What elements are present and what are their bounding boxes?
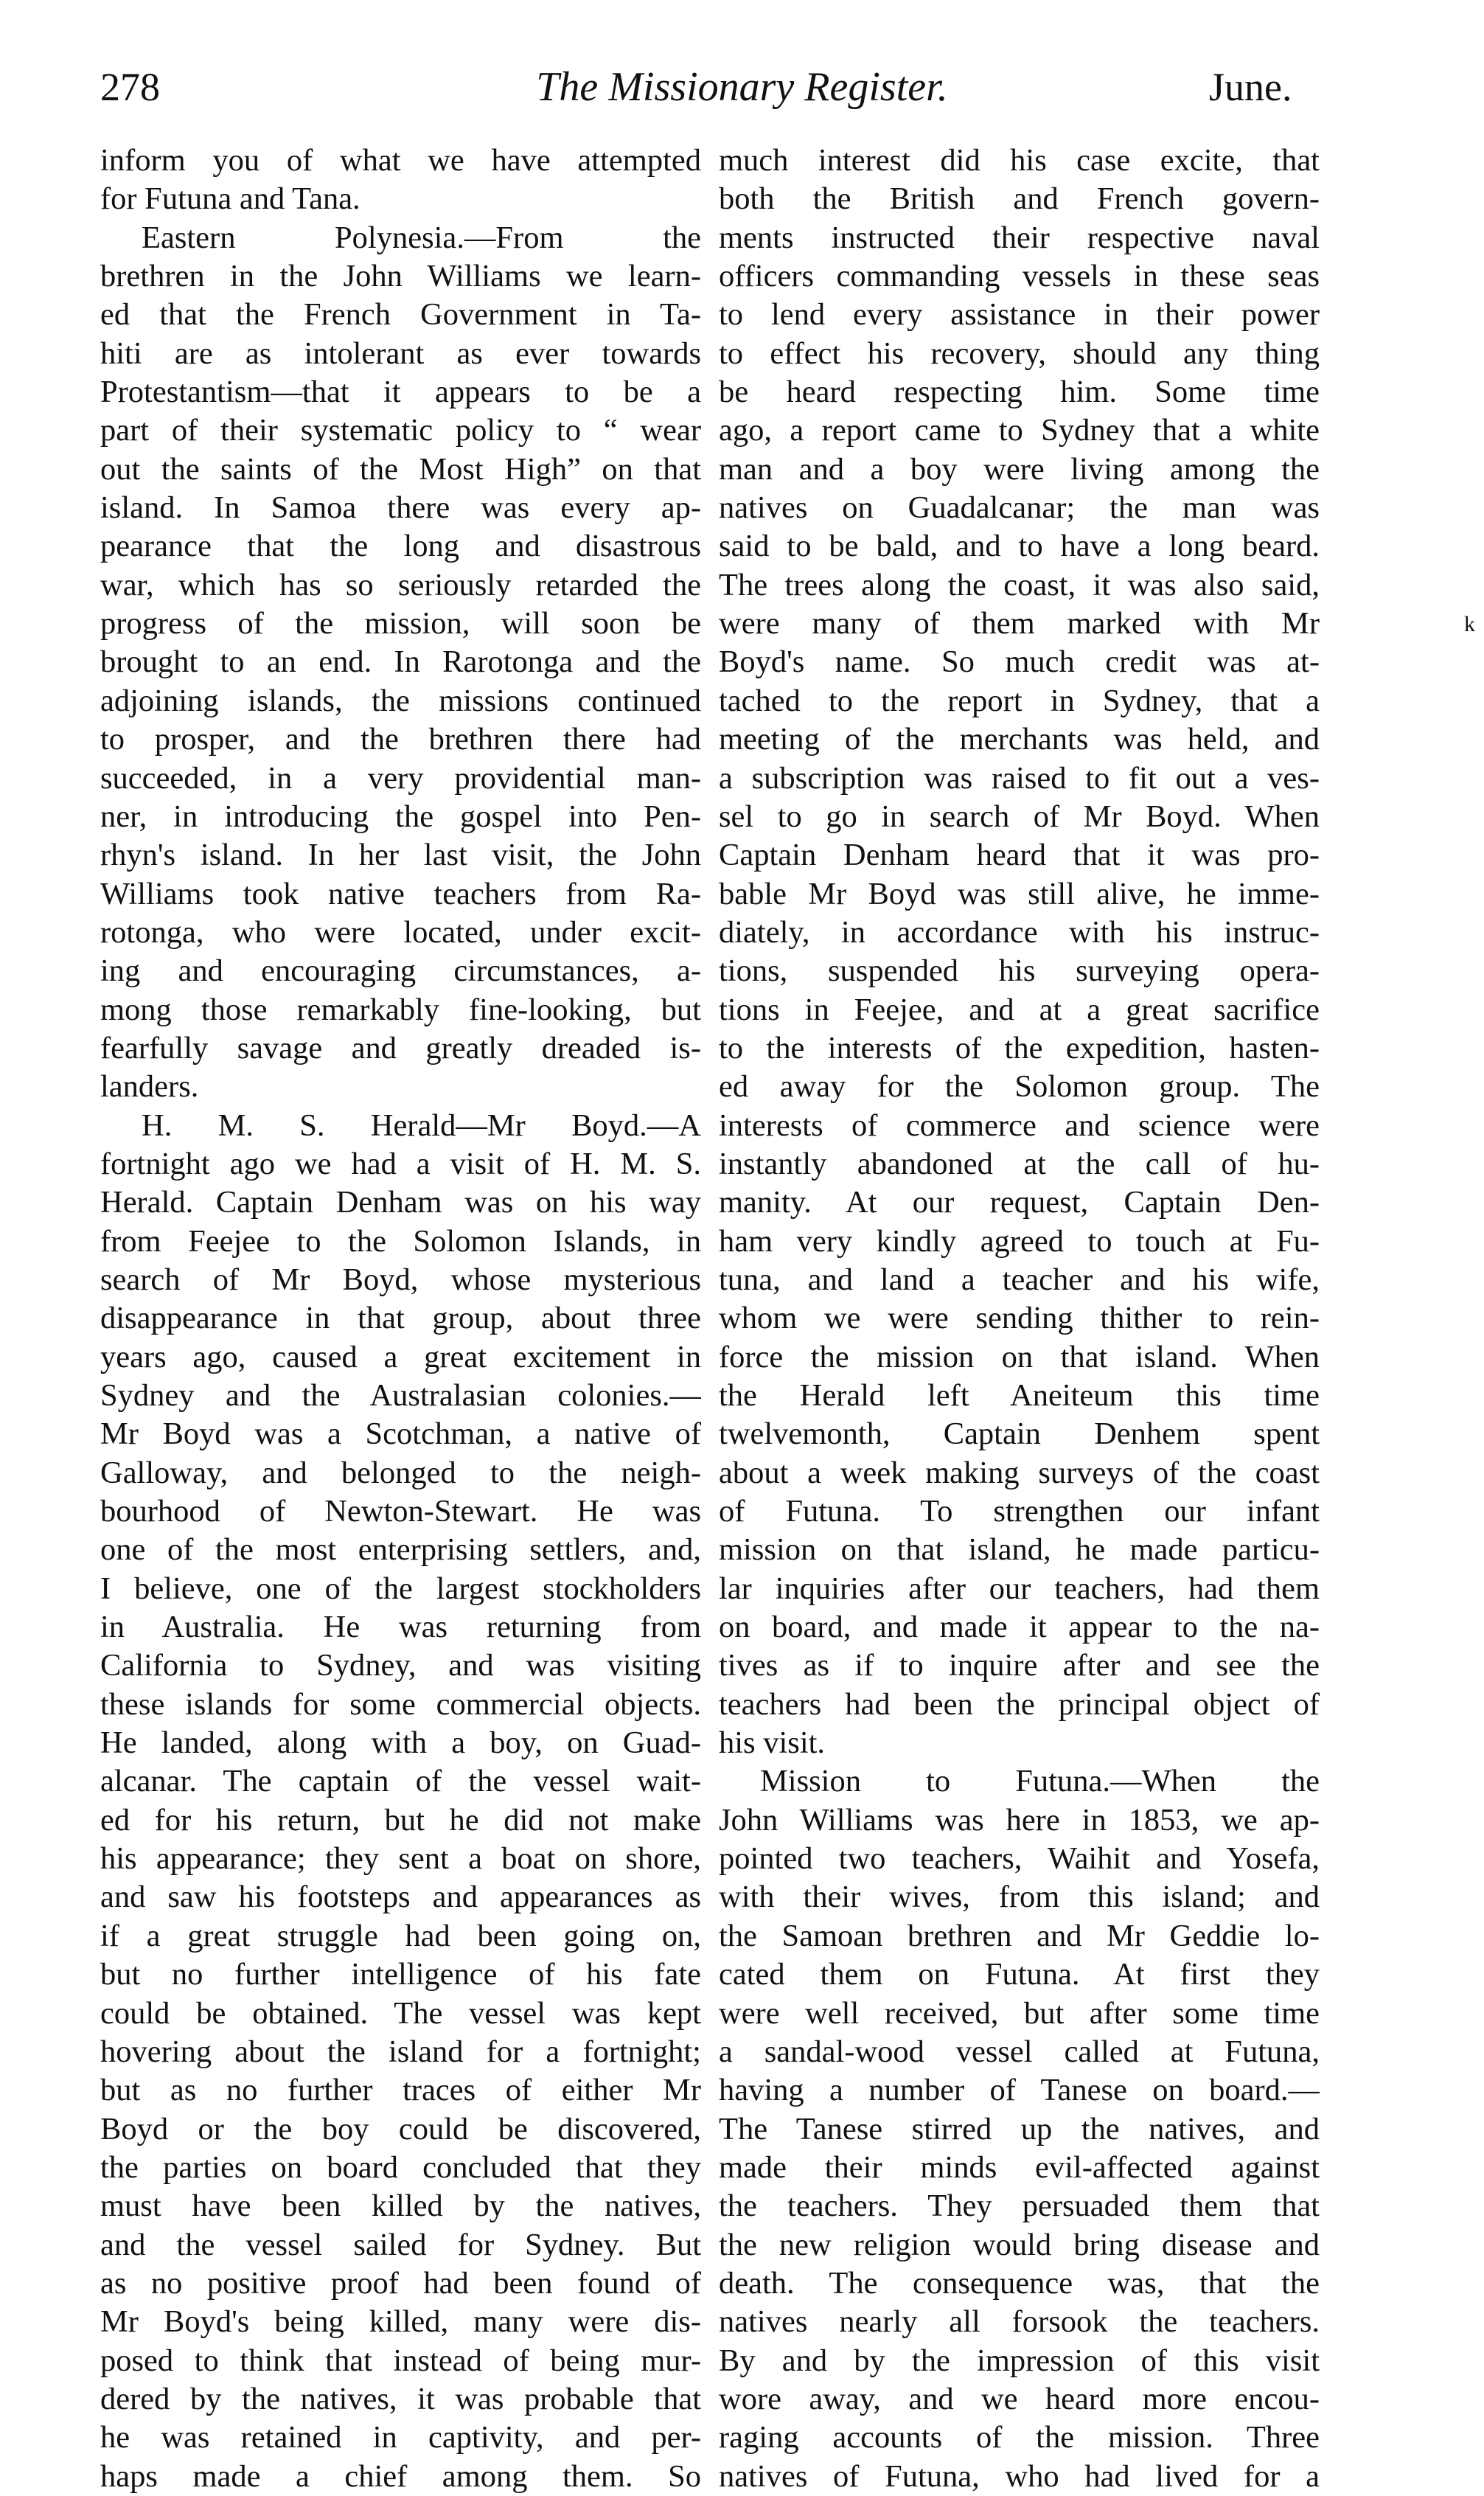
text-line: haps made a chief among them. So — [100, 2458, 701, 2494]
text-line: to the interests of the expedition, hasten- — [719, 1030, 1320, 1066]
text-line: Boyd or the boy could be discovered, — [100, 2111, 701, 2146]
text-line: interests of commerce and science were — [719, 1108, 1320, 1143]
text-line: natives nearly all forsook the teachers. — [719, 2304, 1320, 2340]
text-line: Williams took native teachers from Ra- — [100, 876, 701, 911]
text-line: twelvemonth, Captain Denhem spent — [719, 1416, 1320, 1452]
text-line: brethren in the John Williams we learn- — [100, 259, 701, 294]
text-line: both the British and French govern- — [719, 181, 1320, 217]
text-line: bable Mr Boyd was still alive, he imme- — [719, 876, 1320, 911]
text-line: out the saints of the Most High” on that — [100, 451, 701, 487]
text-line: ago, a report came to Sydney that a white — [719, 413, 1320, 448]
text-line: wore away, and we heard more encou- — [719, 2381, 1320, 2416]
text-line: his appearance; they sent a boat on shore, — [100, 1841, 701, 1877]
text-line: having a number of Tanese on board.— — [719, 2073, 1320, 2108]
text-line: lar inquiries after our teachers, had them — [719, 1571, 1320, 1606]
text-line: be heard respecting him. Some time — [719, 375, 1320, 410]
text-line: in Australia. He was returning from — [100, 1610, 701, 1645]
text-line: tions, suspended his surveying opera- — [719, 953, 1320, 989]
text-line: the parties on board concluded that they — [100, 2149, 701, 2185]
text-line: made their minds evil-affected against — [719, 2149, 1320, 2185]
text-line: disappearance in that group, about three — [100, 1301, 701, 1336]
text-line: hovering about the island for a fortnight; — [100, 2034, 701, 2069]
text-line: island. In Samoa there was every ap- — [100, 490, 701, 526]
text-line: raging accounts of the mission. Three — [719, 2420, 1320, 2455]
text-line: with their wives, from this island; and — [719, 1880, 1320, 1915]
text-line: and the vessel sailed for Sydney. But — [100, 2227, 701, 2262]
text-line: Boyd's name. So much credit was at- — [719, 644, 1320, 680]
text-line: instantly abandoned at the call of hu- — [719, 1146, 1320, 1181]
text-line: California to Sydney, and was visiting — [100, 1648, 701, 1683]
text-line: Eastern Polynesia.—From the — [142, 220, 701, 255]
text-line: to lend every assistance in their power — [719, 297, 1320, 333]
text-line: pointed two teachers, Waihit and Yosefa, — [719, 1841, 1320, 1877]
text-line: a sandal-wood vessel called at Futuna, — [719, 2034, 1320, 2069]
text-line: John Williams was here in 1853, we ap- — [719, 1802, 1320, 1838]
text-line: Captain Denham heard that it was pro- — [719, 838, 1320, 873]
text-line: rotonga, who were located, under excit- — [100, 914, 701, 950]
text-line: but as no further traces of either Mr — [100, 2073, 701, 2108]
running-header — [0, 0, 1484, 133]
text-line: and saw his footsteps and appearances as — [100, 1880, 701, 1915]
text-line: adjoining islands, the missions continued — [100, 683, 701, 718]
text-line: I believe, one of the largest stockholders — [100, 1571, 701, 1606]
text-line: The trees along the coast, it was also said, — [719, 567, 1320, 602]
text-line: the teachers. They persuaded them that — [719, 2189, 1320, 2224]
text-line: brought to an end. In Rarotonga and the — [100, 644, 701, 680]
text-line: about a week making surveys of the coast — [719, 1455, 1320, 1490]
text-line: tives as if to inquire after and see the — [719, 1648, 1320, 1683]
text-line: natives of Futuna, who had lived for a — [719, 2458, 1320, 2494]
text-line: much interest did his case excite, that — [719, 143, 1320, 178]
text-line: of Futuna. To strengthen our infant — [719, 1494, 1320, 1529]
text-line: meeting of the merchants was held, and — [719, 722, 1320, 757]
text-line: Galloway, and belonged to the neigh- — [100, 1455, 701, 1490]
text-line: for Futuna and Tana. — [100, 181, 360, 217]
text-line: on board, and made it appear to the na- — [719, 1610, 1320, 1645]
text-line: tuna, and land a teacher and his wife, — [719, 1262, 1320, 1297]
text-line: ner, in introducing the gospel into Pen- — [100, 799, 701, 834]
text-line: dered by the natives, it was probable that — [100, 2381, 701, 2416]
text-line: ing and encouraging circumstances, a- — [100, 953, 701, 989]
text-line: from Feejee to the Solomon Islands, in — [100, 1223, 701, 1259]
page-number: 278 — [100, 65, 160, 109]
text-line: Sydney and the Australasian colonies.— — [100, 1378, 701, 1413]
text-line: could be obtained. The vessel was kept — [100, 1995, 701, 2031]
text-line: Mr Boyd was a Scotchman, a native of — [100, 1416, 701, 1452]
right-column — [719, 142, 1320, 2496]
text-line: if a great struggle had been going on, — [100, 1918, 701, 1953]
text-line: natives on Guadalcanar; the man was — [719, 490, 1320, 526]
text-line: H. M. S. Herald—Mr Boyd.—A — [142, 1108, 701, 1143]
text-line: posed to think that instead of being mur- — [100, 2343, 701, 2378]
text-line: inform you of what we have attempted — [100, 143, 701, 178]
margin-mark: k — [1464, 612, 1475, 636]
text-line: The Tanese stirred up the natives, and — [719, 2111, 1320, 2146]
text-line: he was retained in captivity, and per- — [100, 2420, 701, 2455]
text-line: succeeded, in a very providential man- — [100, 760, 701, 796]
text-line: hiti are as intolerant as ever towards — [100, 336, 701, 371]
text-line: Herald. Captain Denham was on his way — [100, 1185, 701, 1220]
text-line: man and a boy were living among the — [719, 451, 1320, 487]
text-line: the Samoan brethren and Mr Geddie lo- — [719, 1918, 1320, 1953]
text-line: He landed, along with a boy, on Guad- — [100, 1725, 701, 1761]
text-line: said to be bald, and to have a long beard. — [719, 529, 1320, 564]
text-line: landers. — [100, 1069, 199, 1105]
text-line: one of the most enterprising settlers, and, — [100, 1532, 701, 1568]
text-line: bourhood of Newton-Stewart. He was — [100, 1494, 701, 1529]
text-line: force the mission on that island. When — [719, 1339, 1320, 1374]
text-line: ed away for the Solomon group. The — [719, 1069, 1320, 1105]
text-line: his visit. — [719, 1725, 826, 1761]
text-line: must have been killed by the natives, — [100, 2189, 701, 2224]
text-line: tached to the report in Sydney, that a — [719, 683, 1320, 718]
text-line: officers commanding vessels in these seas — [719, 259, 1320, 294]
text-line: to effect his recovery, should any thing — [719, 336, 1320, 371]
text-line: war, which has so seriously retarded the — [100, 567, 701, 602]
text-line: years ago, caused a great excitement in — [100, 1339, 701, 1374]
text-line: pearance that the long and disastrous — [100, 529, 701, 564]
text-line: as no positive proof had been found of — [100, 2265, 701, 2301]
text-line: fearfully savage and greatly dreaded is- — [100, 1030, 701, 1066]
text-line: ed for his return, but he did not make — [100, 1802, 701, 1838]
text-line: ed that the French Government in Ta- — [100, 297, 701, 333]
text-line: progress of the mission, will soon be — [100, 606, 701, 642]
text-line: ments instructed their respective naval — [719, 220, 1320, 255]
text-line: were well received, but after some time — [719, 1995, 1320, 2031]
text-line: to prosper, and the brethren there had — [100, 722, 701, 757]
text-line: Mr Boyd's being killed, many were dis- — [100, 2304, 701, 2340]
text-line: ham very kindly agreed to touch at Fu- — [719, 1223, 1320, 1259]
text-line: whom we were sending thither to rein- — [719, 1301, 1320, 1336]
text-line: mong those remarkably fine-looking, but — [100, 992, 701, 1027]
text-line: tions in Feejee, and at a great sacrifice — [719, 992, 1320, 1027]
text-line: the Herald left Aneiteum this time — [719, 1378, 1320, 1413]
text-line: Protestantism—that it appears to be a — [100, 375, 701, 410]
running-title: The Missionary Register. — [536, 64, 948, 110]
text-line: cated them on Futuna. At first they — [719, 1957, 1320, 1992]
text-line: mission on that island, he made particu- — [719, 1532, 1320, 1568]
text-line: sel to go in search of Mr Boyd. When — [719, 799, 1320, 834]
text-line: were many of them marked with Mr — [719, 606, 1320, 642]
text-line: search of Mr Boyd, whose mysterious — [100, 1262, 701, 1297]
text-line: the new religion would bring disease and — [719, 2227, 1320, 2262]
text-line: part of their systematic policy to “ wear — [100, 413, 701, 448]
text-line: but no further intelligence of his fate — [100, 1957, 701, 1992]
text-line: By and by the impression of this visit — [719, 2343, 1320, 2378]
left-column — [100, 142, 701, 2496]
text-line: death. The consequence was, that the — [719, 2265, 1320, 2301]
text-line: a subscription was raised to fit out a ves- — [719, 760, 1320, 796]
text-line: fortnight ago we had a visit of H. M. S. — [100, 1146, 701, 1181]
text-line: rhyn's island. In her last visit, the John — [100, 838, 701, 873]
text-line: these islands for some commercial objects. — [100, 1686, 701, 1722]
text-line: Mission to Futuna.—When the — [760, 1764, 1320, 1799]
running-month: June. — [1209, 65, 1292, 109]
text-line: teachers had been the principal object of — [719, 1686, 1320, 1722]
text-line: alcanar. The captain of the vessel wait- — [100, 1764, 701, 1799]
text-line: manity. At our request, Captain Den- — [719, 1185, 1320, 1220]
text-line: diately, in accordance with his instruc- — [719, 914, 1320, 950]
